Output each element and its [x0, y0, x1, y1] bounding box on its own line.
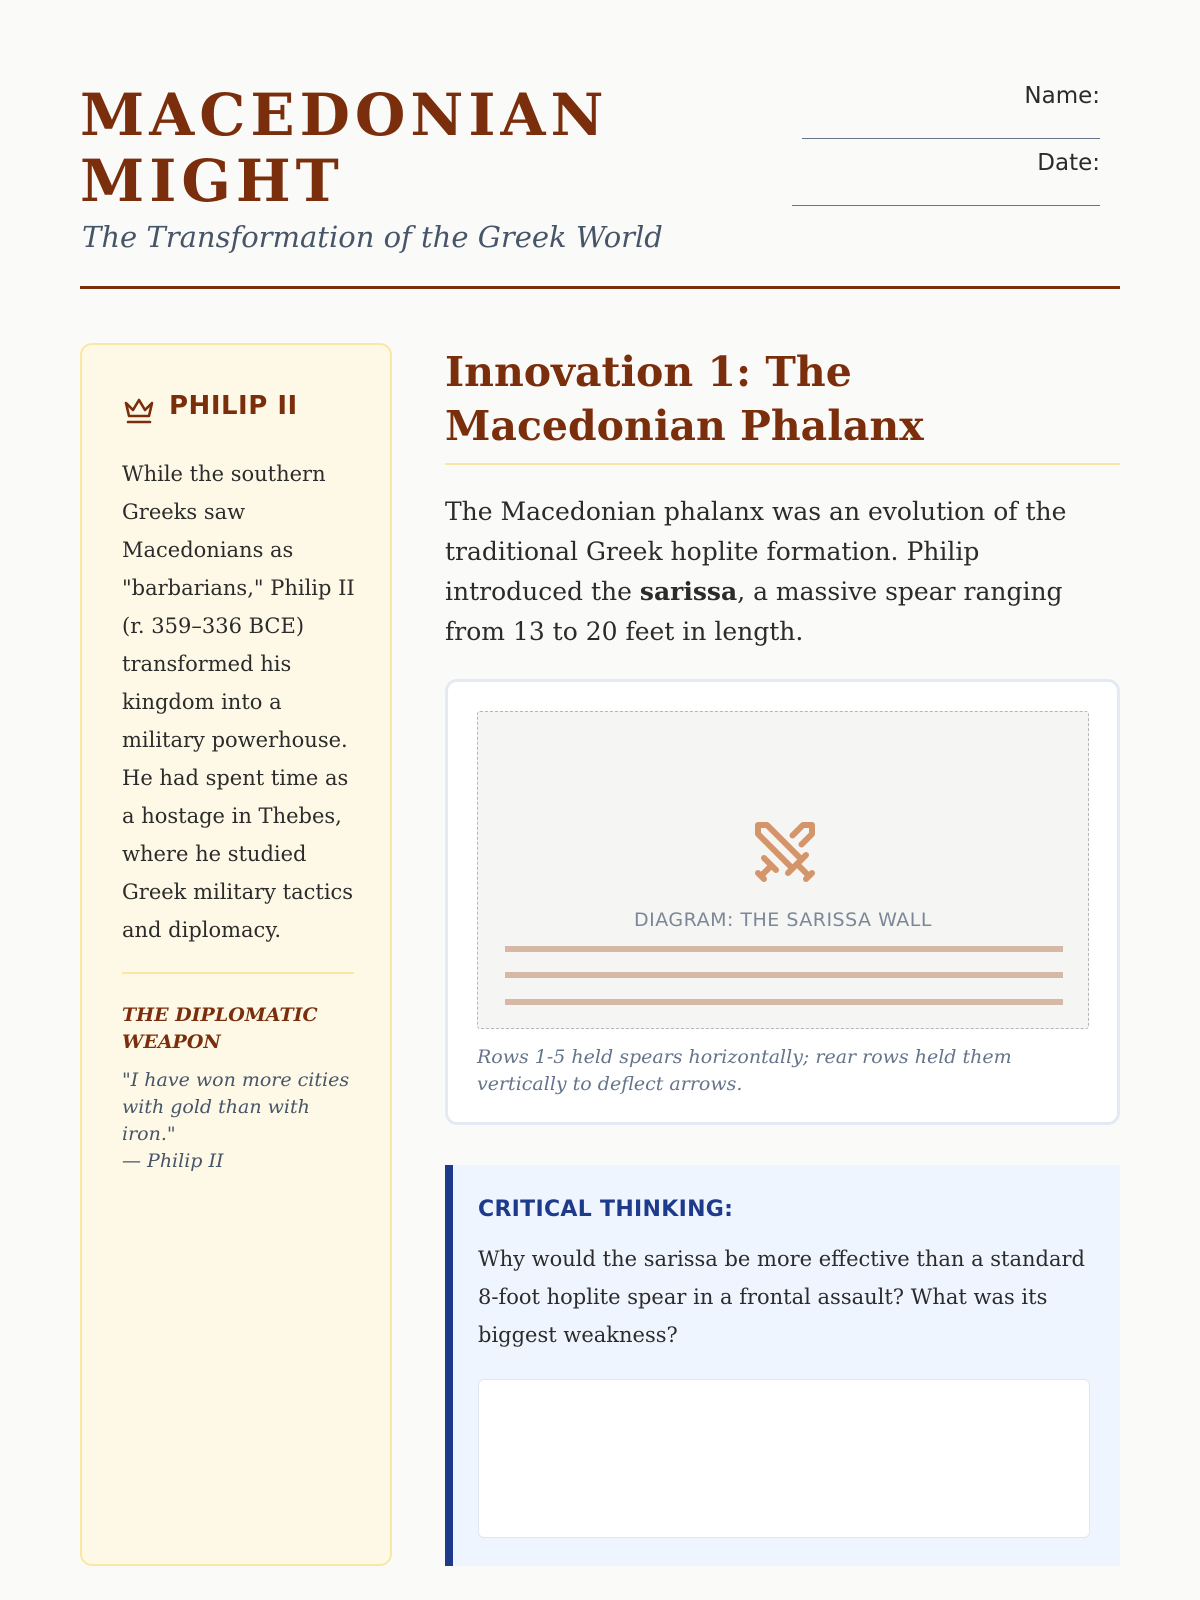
quote-text: "I have won more cities with gold than with iron."	[122, 1069, 350, 1145]
name-label: Name:	[1024, 83, 1100, 109]
spear-line	[505, 999, 1063, 1005]
sarissa-term: sarissa	[639, 577, 738, 606]
sidebar-divider	[122, 972, 354, 974]
sidebar-subheading: THE DIPLOMATIC WEAPON	[122, 1004, 318, 1053]
critical-thinking-question: Why would the sarissa be more effective than a standard 8-foot hoplite spear in a frontal assault? What was its biggest weakness?	[478, 1247, 1085, 1347]
intro-text-end: , a massive spear ranging from 13 to 20 feet in length.	[445, 577, 1063, 646]
intro-text-start: The Macedonian phalanx was an evolution of the traditional Greek hoplite formation. Philip introduced the	[445, 497, 1067, 606]
answer-field[interactable]	[478, 1379, 1090, 1538]
page-subtitle: The Transformation of the Greek World	[82, 220, 663, 254]
sidebar-quote	[122, 1067, 362, 1175]
critical-thinking-heading: CRITICAL THINKING:	[478, 1197, 734, 1222]
date-label: Date:	[1037, 150, 1100, 176]
philip-sidebar	[80, 343, 392, 1566]
crown-icon	[122, 395, 156, 425]
diagram-label: DIAGRAM: THE SARISSA WALL	[634, 909, 932, 931]
header-divider	[80, 286, 1120, 289]
crossed-swords-icon	[749, 816, 821, 888]
name-input-line[interactable]	[802, 138, 1100, 139]
date-input-line[interactable]	[792, 205, 1100, 206]
diagram-placeholder	[477, 711, 1089, 1029]
sidebar-heading: PHILIP II	[169, 391, 298, 421]
section-divider	[445, 463, 1120, 465]
spear-line	[505, 972, 1063, 978]
sidebar-body: While the southern Greeks saw Macedonians as "barbarians," Philip II (r. 359–336 BCE) transformed his kingdom into a military powerhouse. He had spent time as a hostage in Thebes, where he studied Greek military tactics and diplomacy.	[122, 462, 355, 942]
quote-attribution: — Philip II	[122, 1150, 224, 1172]
diagram-caption: Rows 1-5 held spears horizontally; rear rows held them vertically to deflect arrows.	[477, 1046, 1012, 1095]
diagram-card	[445, 679, 1120, 1125]
spear-line	[505, 946, 1063, 952]
intro-paragraph	[445, 492, 1123, 652]
section-heading: Innovation 1: The Macedonian Phalanx	[445, 348, 924, 450]
page-title: MACEDONIAN MIGHT	[80, 81, 609, 215]
critical-thinking-box	[445, 1165, 1120, 1566]
